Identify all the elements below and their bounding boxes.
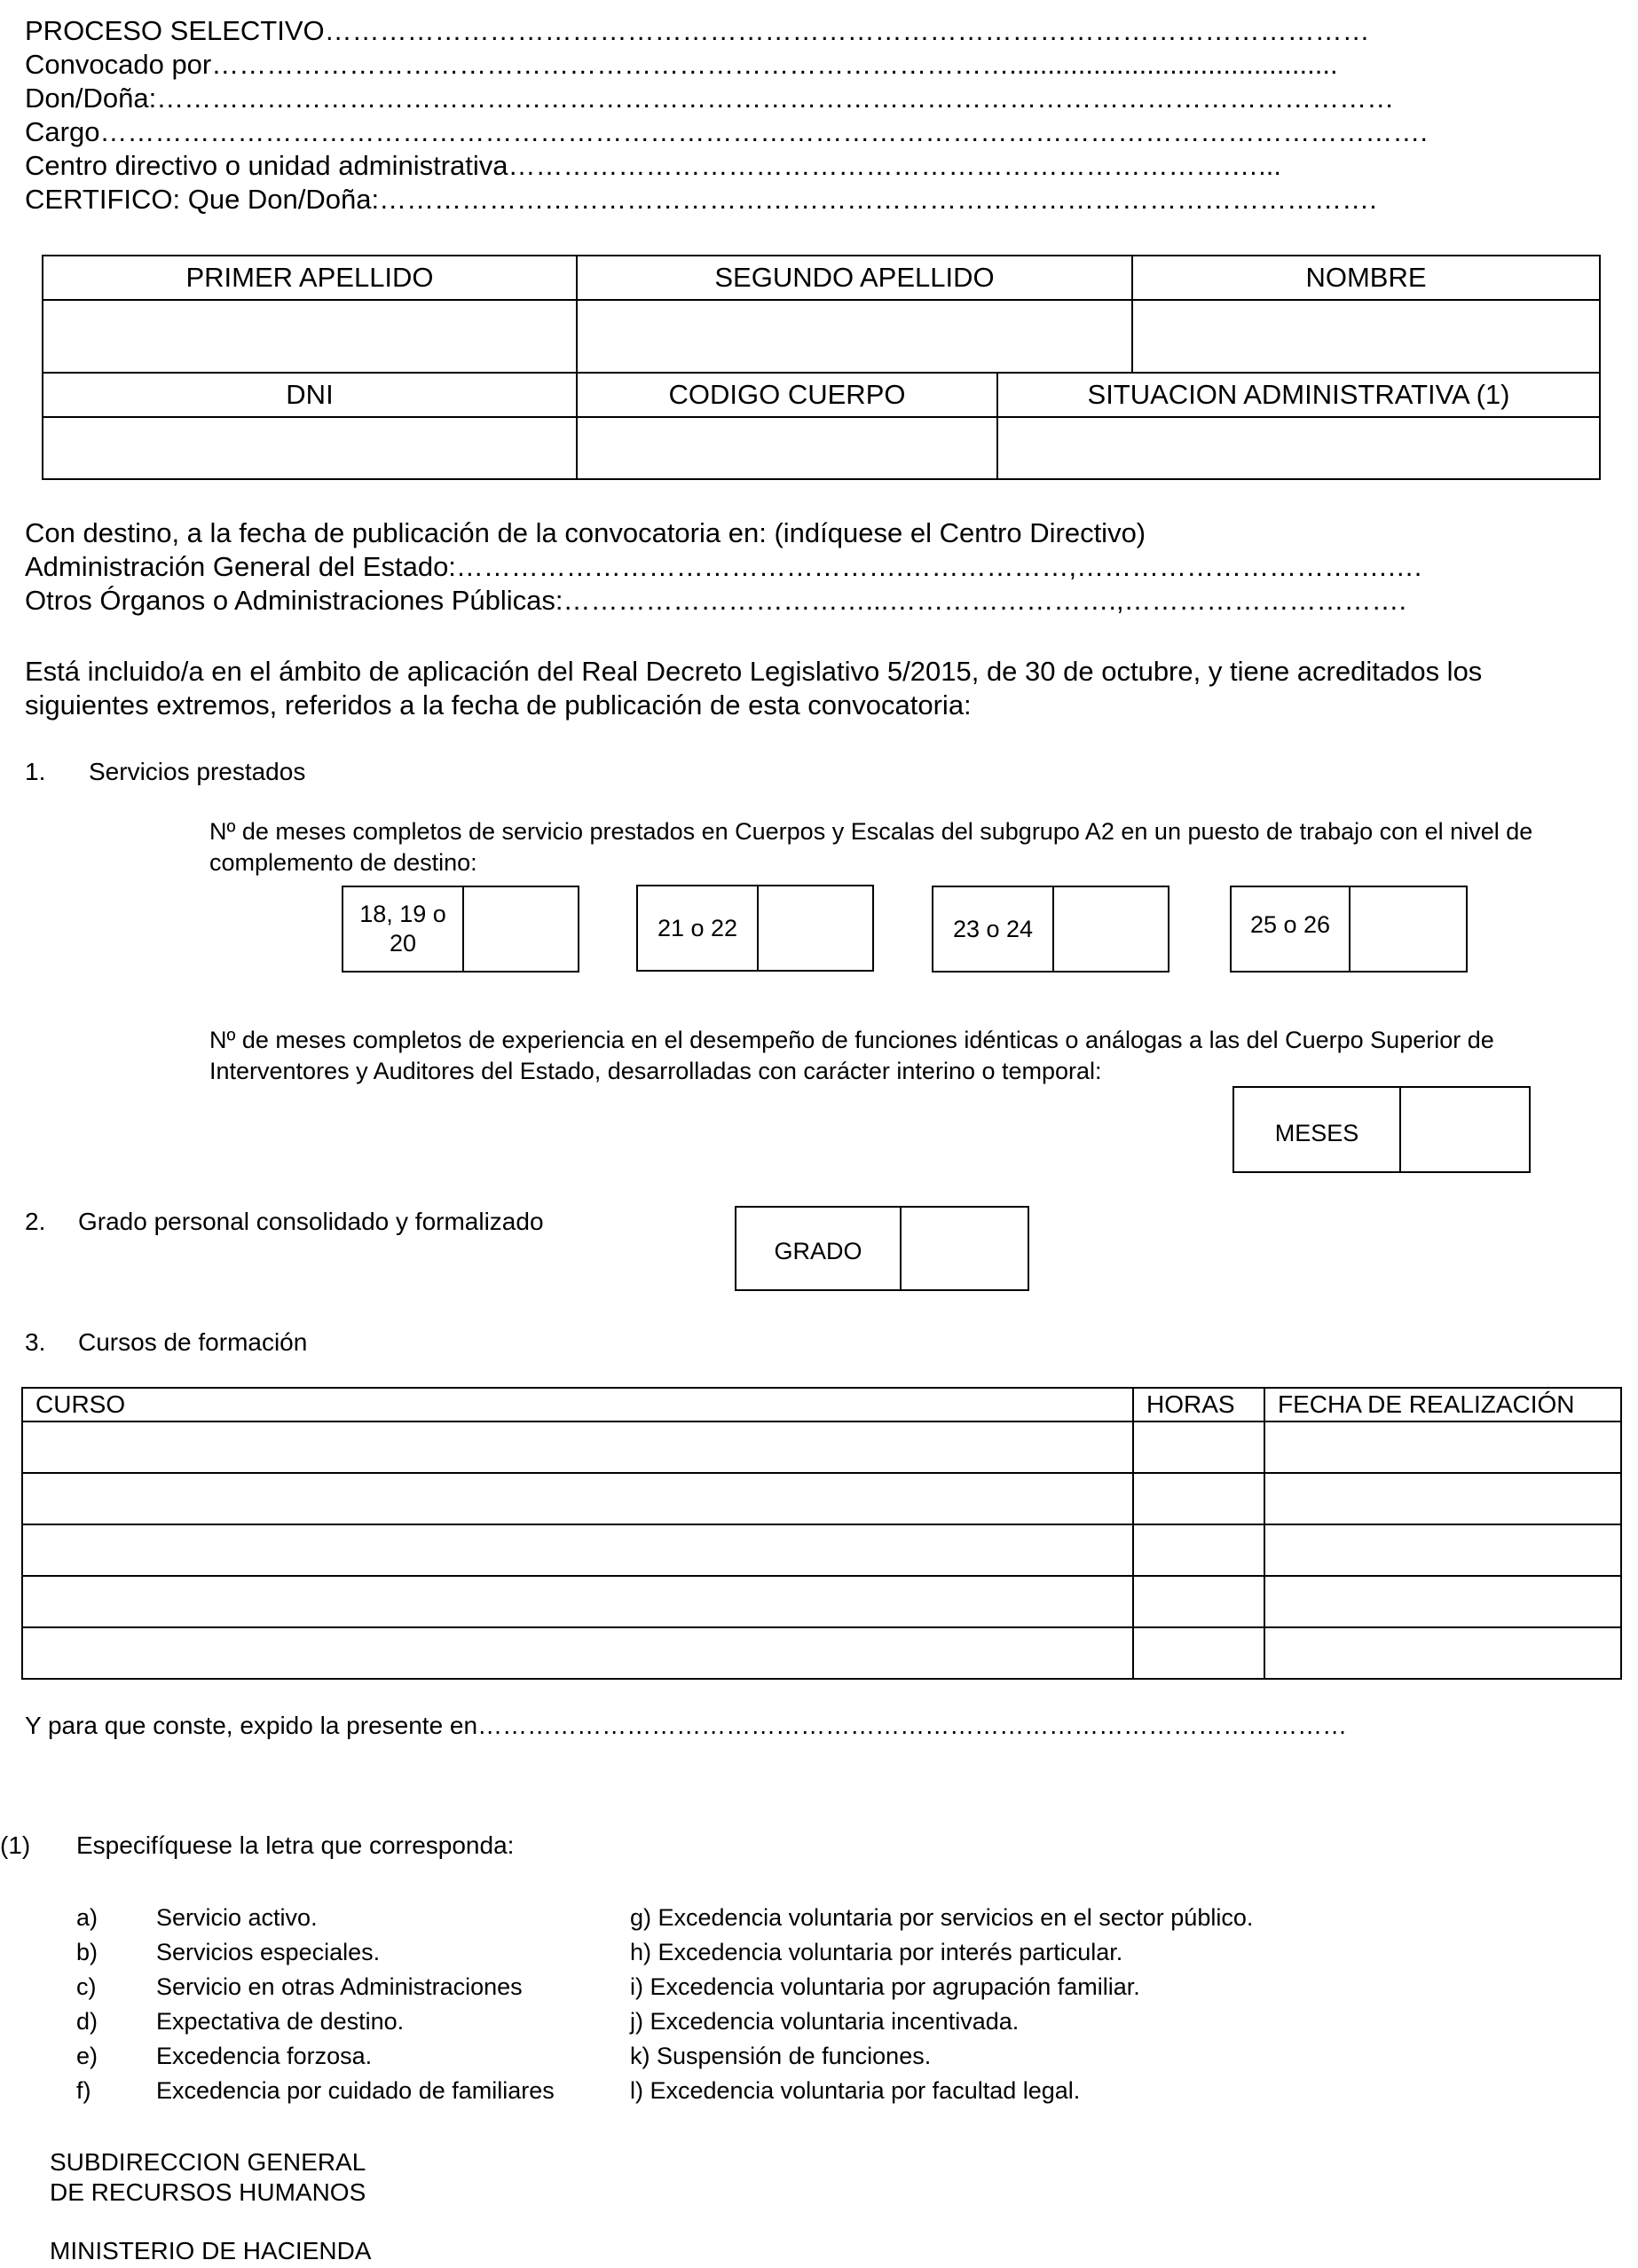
level-23-24-months-field[interactable] xyxy=(1052,887,1168,971)
course-date-field[interactable] xyxy=(1264,1473,1621,1524)
section-1-number: 1. xyxy=(25,758,46,785)
list-item: Servicio activo. xyxy=(156,1904,318,1931)
list-item: k) Suspensión de funciones. xyxy=(630,2043,932,2069)
section-2-title: Grado personal consolidado y formalizado xyxy=(78,1208,544,1235)
months-field[interactable] xyxy=(1401,1088,1529,1171)
table-row xyxy=(22,1473,1621,1524)
list-item: g) Excedencia voluntaria por servicios en el sector público. xyxy=(630,1904,1254,1931)
course-name-field[interactable] xyxy=(22,1421,1133,1473)
course-date-field[interactable] xyxy=(1264,1627,1621,1679)
list-item: b) xyxy=(76,1939,98,1965)
level-label-cont: 20 xyxy=(389,930,417,957)
section-1-title: Servicios prestados xyxy=(89,758,306,785)
services-text-line-2: complemento de destino: xyxy=(209,849,477,876)
months-label: MESES xyxy=(1234,1088,1401,1171)
list-item: h) Excedencia voluntaria por interés particular. xyxy=(630,1939,1123,1965)
table-row xyxy=(22,1627,1621,1679)
list-item: e) xyxy=(76,2043,98,2069)
list-item: Excedencia forzosa. xyxy=(156,2043,373,2069)
level-box-21-22 xyxy=(636,885,874,972)
level-label: 25 o 26 xyxy=(1232,887,1351,971)
header-body-code: CODIGO CUERPO xyxy=(577,373,997,417)
header-dni: DNI xyxy=(43,373,577,417)
section-3-title: Cursos de formación xyxy=(78,1328,308,1356)
closing-line: Y para que conste, expido la presente en…………………………………………………………………………………………… xyxy=(25,1712,1348,1739)
list-item: c) xyxy=(76,1973,97,2000)
list-item: j) Excedencia voluntaria incentivada. xyxy=(630,2008,1020,2035)
course-hours-field[interactable] xyxy=(1133,1473,1264,1524)
header-convened-line: Convocado por……………………………………………………………………………........................................... xyxy=(25,49,1338,80)
footnote-texts-right xyxy=(630,1901,1253,2108)
course-hours-field[interactable] xyxy=(1133,1627,1264,1679)
footnote-marker: (1) xyxy=(0,1831,31,1859)
grade-label: GRADO xyxy=(736,1208,902,1289)
course-hours-field[interactable] xyxy=(1133,1524,1264,1576)
destination-intro: Con destino, a la fecha de publicación de la convocatoria en: (indíquese el Centro Directivo) xyxy=(25,517,1146,548)
body-code-field[interactable] xyxy=(577,417,997,479)
footnote-texts-left xyxy=(156,1901,555,2108)
course-date-field[interactable] xyxy=(1264,1576,1621,1627)
footnote-letters-left xyxy=(76,1901,98,2108)
identity-table-admin xyxy=(42,372,1601,480)
course-name-field[interactable] xyxy=(22,1627,1133,1679)
courses-table xyxy=(21,1387,1622,1680)
courses-header-hours: HORAS xyxy=(1133,1388,1264,1421)
table-row xyxy=(22,1421,1621,1473)
signature-line-2: DE RECURSOS HUMANOS xyxy=(50,2178,366,2206)
identity-table-names xyxy=(42,255,1601,374)
ministry-name: MINISTERIO DE HACIENDA xyxy=(50,2237,372,2264)
destination-others-line: Otros Órganos o Administraciones Públicas:……………………………...…………………….,…………………………. xyxy=(25,585,1407,616)
section-2-number: 2. xyxy=(25,1208,46,1235)
grade-box xyxy=(735,1206,1029,1291)
level-25-26-months-field[interactable] xyxy=(1351,887,1466,971)
list-item: f) xyxy=(76,2077,91,2104)
scope-text-line-1: Está incluido/a en el ámbito de aplicación del Real Decreto Legislativo 5/2015, de 30 de octubre, y tiene acreditados los xyxy=(25,656,1483,687)
admin-status-field[interactable] xyxy=(997,417,1600,479)
footnote-title: Especifíquese la letra que corresponda: xyxy=(76,1831,515,1859)
course-hours-field[interactable] xyxy=(1133,1576,1264,1627)
header-given-name: NOMBRE xyxy=(1132,256,1600,300)
level-21-22-months-field[interactable] xyxy=(757,886,872,970)
header-second-surname: SEGUNDO APELLIDO xyxy=(577,256,1132,300)
table-row xyxy=(22,1524,1621,1576)
header-certify-line: CERTIFICO: Que Don/Doña:………………………………………………………………………………………………. xyxy=(25,184,1377,215)
list-item: Excedencia por cuidado de familiares xyxy=(156,2077,555,2104)
header-admin-status: SITUACION ADMINISTRATIVA (1) xyxy=(997,373,1600,417)
experience-text-line-2: Interventores y Auditores del Estado, desarrolladas con carácter interino o temporal: xyxy=(209,1058,1102,1084)
destination-age-line: Administración General del Estado:………………………………………….………………,…………………………….…. xyxy=(25,551,1422,582)
level-box-25-26 xyxy=(1230,886,1468,973)
given-name-field[interactable] xyxy=(1132,300,1600,373)
dni-field[interactable] xyxy=(43,417,577,479)
services-text-line-1: Nº de meses completos de servicio prestados en Cuerpos y Escalas del subgrupo A2 en un puesto de trabajo con el nivel de xyxy=(209,818,1533,845)
course-name-field[interactable] xyxy=(22,1473,1133,1524)
experience-text-line-1: Nº de meses completos de experiencia en el desempeño de funciones idénticas o análogas a las del Cuerpo Superior de xyxy=(209,1027,1494,1053)
list-item: Expectativa de destino. xyxy=(156,2008,405,2035)
first-surname-field[interactable] xyxy=(43,300,577,373)
level-box-18-20 xyxy=(342,886,579,973)
level-18-20-months-field[interactable] xyxy=(462,887,578,971)
courses-header-course: CURSO xyxy=(22,1388,1133,1421)
list-item: Servicios especiales. xyxy=(156,1939,381,1965)
course-name-field[interactable] xyxy=(22,1576,1133,1627)
header-name-line: Don/Doña:……………………………………………………………………………………………………………………… xyxy=(25,83,1395,114)
header-process-line: PROCESO SELECTIVO…………………………………………………………………………………………………… xyxy=(25,15,1370,46)
level-box-23-24 xyxy=(932,886,1169,973)
list-item: i) Excedencia voluntaria por agrupación familiar. xyxy=(630,1973,1140,2000)
list-item: Servicio en otras Administraciones xyxy=(156,1973,523,2000)
level-label: 21 o 22 xyxy=(638,886,759,970)
course-date-field[interactable] xyxy=(1264,1524,1621,1576)
list-item: l) Excedencia voluntaria por facultad legal. xyxy=(630,2077,1081,2104)
section-3-number: 3. xyxy=(25,1328,46,1356)
scope-text-line-2: siguientes extremos, referidos a la fecha de publicación de esta convocatoria: xyxy=(25,689,972,721)
level-label: 23 o 24 xyxy=(933,887,1054,971)
header-first-surname: PRIMER APELLIDO xyxy=(43,256,577,300)
list-item: d) xyxy=(76,2008,98,2035)
course-name-field[interactable] xyxy=(22,1524,1133,1576)
course-date-field[interactable] xyxy=(1264,1421,1621,1473)
level-label: 18, 19 o xyxy=(359,901,446,927)
grade-field[interactable] xyxy=(902,1208,1028,1289)
table-row xyxy=(22,1576,1621,1627)
courses-header-date: FECHA DE REALIZACIÓN xyxy=(1264,1388,1621,1421)
second-surname-field[interactable] xyxy=(577,300,1132,373)
months-box xyxy=(1232,1086,1531,1173)
signature-line-1: SUBDIRECCION GENERAL xyxy=(50,2148,366,2176)
course-hours-field[interactable] xyxy=(1133,1421,1264,1473)
header-position-line: Cargo………………………………………………………………………………………………………………………………. xyxy=(25,116,1429,147)
list-item: a) xyxy=(76,1904,98,1931)
header-center-line: Centro directivo o unidad administrativa…………………………………………………………………….…... xyxy=(25,150,1281,181)
